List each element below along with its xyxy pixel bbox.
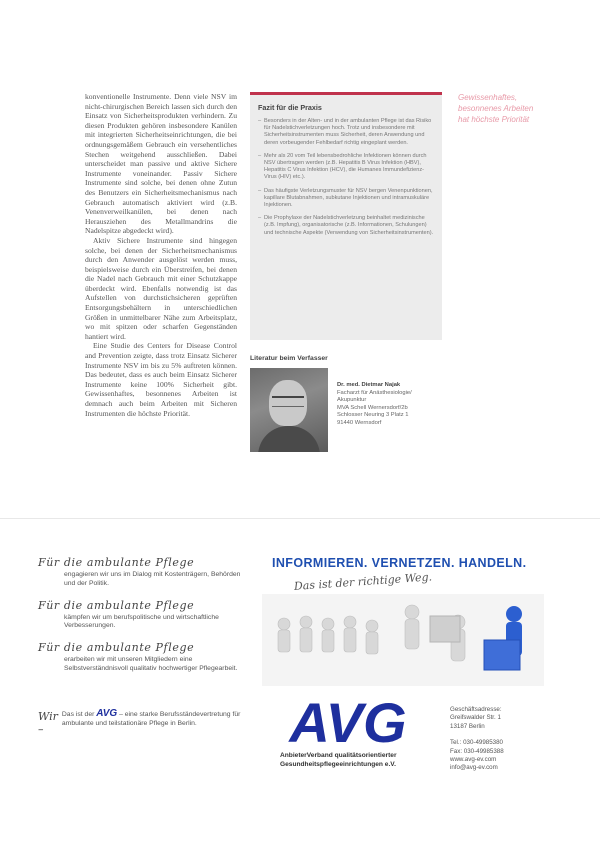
contact-city: 13187 Berlin xyxy=(450,722,485,730)
ad-avg-text xyxy=(58,707,253,729)
avg-mini-logo: AVG xyxy=(96,707,118,719)
article-paragraph: konventionelle Instrumente. Denn viele NSV im nicht-chirurgischen Bereich lassen sich durch den Einsatz von Sicherheitsprodukten verhindern. Zu diesen Produkten gehören insbesondere Kanülen mit integrierten Sicherheitseinrichtungen, die bei ordnungsgemäßem Gebrauch ein versehentliches Stechen weitgehend ausschließen. Dabei unterscheidet man passive und aktive Sichere Instrumente voneinander. Passiv Sichere Instrumente sind solche, bei denen ohne Zutun des Benutzers ein Sicherheitsmechanismus nach Gebrauch automatisch aktiviert wird (z.B. Venenverweilkanülen, bei denen nach Herausziehen des Metallmandrins die Nadelspitze abgedeckt wird). xyxy=(85,92,237,236)
ad-avg-post: – eine starke Berufsständevertretung für ambulante und teilstationäre Pflege in Berlin. xyxy=(61,710,241,727)
literature-note: Literatur beim Verfasser xyxy=(250,355,328,362)
author-line: Schlosser Neuring 3 Platz 1 xyxy=(337,412,409,419)
practice-summary-item: – Besonders in der Alten- und in der ambulanten Pflege ist das Risiko für Nadelstichverletzungen hoch. Trotz und insbesondere mit Sicherheitsinstrumenten muss Sicherheit, deren Anwendung und deren vorbeugender Fehlbedarf richtig eingeplant werden. xyxy=(258,118,434,147)
author-line: MVA Schell Wernersdorf/2b xyxy=(337,404,408,411)
ad-block xyxy=(38,641,253,674)
avg-logo-text: AVG xyxy=(289,691,407,750)
ad-headline: INFORMIEREN. VERNETZEN. HANDELN. xyxy=(272,556,527,570)
ad-block-text: engagieren wir uns im Dialog mit Kostenträgern, Behörden und der Politik. xyxy=(64,571,241,587)
avg-logo-subtitle-line: Gesundheitspflegeeinrichtungen e.V. xyxy=(280,760,396,768)
author-photo-glasses xyxy=(272,396,304,407)
author-photo-shirt xyxy=(258,426,320,452)
ad-block-text: erarbeiten wir mit unseren Mitgliedern eine Selbstverständnisvoll qualitativ hochwertiger Pflegearbeit. xyxy=(64,656,238,672)
contact-phone: Tel.: 030-49985380 xyxy=(450,739,503,747)
ad-wir-label: Wir – xyxy=(38,709,58,736)
avg-logo-subtitle xyxy=(280,752,440,769)
ad-block-heading: Für die ambulante Pflege xyxy=(38,598,195,612)
author-line: Facharzt für Anästhesiologie/ xyxy=(337,389,412,396)
practice-summary-item: – Das häufigste Verletzungsmuster für NSV bergen Venenpunktionen, kapillare Blutabnahmen, subkutane Injektionen und intramuskuläre Injektionen. xyxy=(258,188,434,210)
contact-spacer xyxy=(450,731,560,739)
ad-avg-statement xyxy=(38,707,253,736)
contact-email-link[interactable]: info@avg-ev.com xyxy=(450,764,498,772)
author-photo xyxy=(250,368,328,452)
ad-left-column xyxy=(38,556,253,736)
section-divider xyxy=(0,518,600,519)
ad-block-text: kämpfen wir um berufspolitische und wirtschaftliche Verbesserungen. xyxy=(64,613,219,630)
practice-summary-title: Fazit für die Praxis xyxy=(258,103,322,112)
article-body xyxy=(85,92,237,418)
ad-block-heading: Für die ambulante Pflege xyxy=(38,641,195,655)
author-name: Dr. med. Dietmar Najak xyxy=(337,382,401,388)
ad-block xyxy=(38,599,253,632)
article-paragraph: Eine Studie des Centers for Disease Control and Prevention zeigte, dass trotz Einsatz Sicherer Instrumente NSV im bis zu 5% auftreten können. Das bedeutet, dass es auch beim Einsatz Sicherer Instrumente keine 100% Sicherheit gibt. Gewissenhaftes, besonnenes Arbeiten ist demnach auch beim Arbeiten mit Sicheren Instrumenten die höchste Priorität. xyxy=(85,341,237,418)
practice-summary-box xyxy=(250,92,442,340)
contact-website-link[interactable]: www.avg-ev.com xyxy=(450,756,497,764)
article-paragraph: Aktiv Sichere Instrumente sind hingegen solche, bei denen der Sicherheitsmechanismus durch den Anwender ausgelöst werden muss, beispielsweise durch ein Überstreifen, bei denen die Nadel nach Gebrauch mit einer Schutzkappe überdeckt wird. Ebenfalls notwendig ist das Aufstellen von durchstichsicheren geprüften Entsorgungsbehältern in unterschiedlichen Größen in unmittelbarer Nähe zum Arbeitsplatz, wo mit spitzen oder scharfen Gegenständen hantiert wird. xyxy=(85,235,237,341)
ad-block-heading: Für die ambulante Pflege xyxy=(38,556,195,569)
puzzle-figures-illustration xyxy=(262,594,544,686)
practice-summary-list xyxy=(258,118,434,237)
ad-subline: Das ist der richtige Weg. xyxy=(293,570,433,593)
author-info xyxy=(337,382,447,428)
contact-info xyxy=(450,706,560,773)
practice-summary-item: – Mehr als 20 vom Teil lebensbedrohliche Infektionen können durch NSV übertragen werden (z.B. Hepatitis B Virus Infektion (HBV), Hepatitis C Virus Infektion (HCV), die Humanes Immundefizienz-Virus (HIV) etc.). xyxy=(258,153,434,182)
contact-fax: Fax: 030-49985388 xyxy=(450,747,504,755)
avg-logo-subtitle-line: AnbieterVerband qualitätsorientierter xyxy=(280,752,397,759)
author-line: Akupunktur xyxy=(337,397,367,404)
ad-block xyxy=(38,556,253,589)
contact-label: Geschäftsadresse: xyxy=(450,706,502,713)
pull-quote: Gewissenhaftes, besonnenes Arbeiten hat höchste Priorität xyxy=(458,93,534,124)
contact-street: Greifswalder Str. 1 xyxy=(450,714,501,722)
practice-summary-item: – Die Prophylaxe der Nadelstichverletzung beinhaltet medizinische (z.B. Impfung), organisatorische (z.B. Informationen, Schulungen) und technische Aspekte (Verwendung von Sicherheitsinstrumenten). xyxy=(258,215,434,237)
ad-avg-pre: Das ist der xyxy=(61,710,95,718)
avg-logo xyxy=(278,690,418,750)
author-line: 91440 Wernsdorf xyxy=(337,419,382,426)
